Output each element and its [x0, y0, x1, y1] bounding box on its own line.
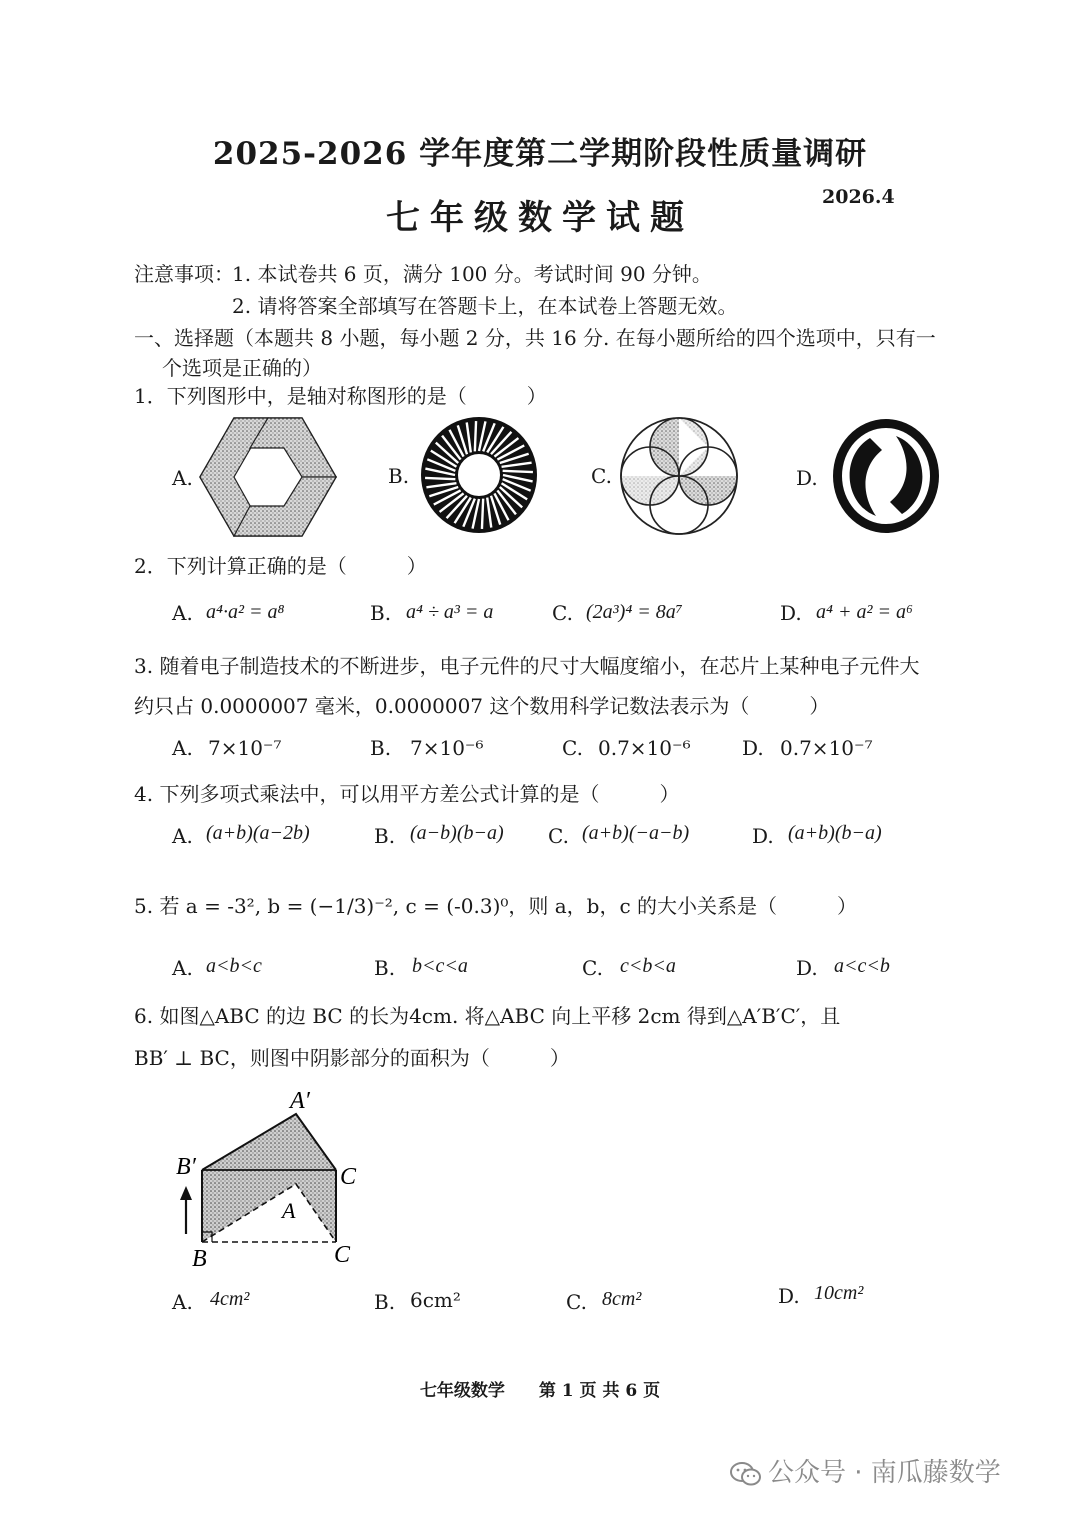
q3-label-d: D. [742, 736, 764, 760]
q6-label-a-opt: A. [172, 1290, 193, 1314]
page-footer: 七年级数学 第 1 页 共 6 页 [419, 1381, 661, 1401]
q2-option-c: (2a³)⁴ = 8a⁷ [586, 601, 683, 623]
q1-stem: 1．下列图形中，是轴对称图形的是（ ） [134, 384, 547, 408]
q6-option-a: 4cm² [210, 1288, 250, 1310]
q4-label-b: B. [374, 824, 396, 848]
notice-label: 注意事项： [134, 262, 234, 286]
q3-stem-line-1: 3. 随着电子制造技术的不断进步，电子元件的尺寸大幅度缩小，在芯片上某种电子元件大 [134, 654, 920, 678]
q1-label-a: A. [172, 466, 193, 490]
q6-option-c: 8cm² [602, 1288, 642, 1310]
q4-option-b: (a−b)(b−a) [410, 822, 504, 844]
q5-option-b: b<c<a [412, 955, 468, 977]
q6-label-a: A [282, 1198, 296, 1223]
watermark-text: 公众号 · 南瓜藤数学 [768, 1458, 1001, 1488]
q6-option-d: 10cm² [814, 1282, 864, 1304]
wechat-icon [730, 1461, 762, 1487]
q3-stem-line-2: 约只占 0.0000007 毫米，0.0000007 这个数用科学记数法表示为（ ） [134, 694, 830, 718]
ray-stripe [503, 471, 533, 472]
q3-label-b: B. [370, 736, 392, 760]
q2-label-c: C. [552, 601, 573, 625]
exam-date: 2026.4 [822, 186, 895, 208]
q1-label-d: D. [796, 466, 818, 490]
q3-option-b: 7×10⁻⁶ [410, 736, 484, 760]
ray-stripe [425, 478, 455, 479]
q6-stem-line-2: BB′ ⊥ BC，则图中阴影部分的面积为（ ） [134, 1046, 570, 1070]
q5-label-a: A. [172, 956, 193, 980]
q6-label-c-prime: C [340, 1164, 357, 1190]
q6-label-b: B [192, 1246, 207, 1272]
q6-label-d-opt: D. [778, 1284, 800, 1308]
watermark [730, 1452, 1001, 1489]
q4-option-c: (a+b)(−a−b) [582, 822, 690, 844]
q2-label-b: B. [370, 601, 392, 625]
q2-label-a: A. [172, 601, 193, 625]
ray-stripe [482, 499, 483, 529]
section-1-heading-cont: 个选项是正确的） [162, 356, 322, 380]
ray-stripe [475, 421, 476, 451]
q6-option-b: 6cm² [410, 1288, 461, 1312]
q1-label-c: C. [591, 464, 612, 488]
q2-stem: 2．下列计算正确的是（ ） [134, 554, 427, 578]
q3-option-a: 7×10⁻⁷ [208, 736, 282, 760]
q3-option-c: 0.7×10⁻⁶ [598, 736, 691, 760]
q3-label-a: A. [172, 736, 193, 760]
q4-label-a: A. [172, 824, 193, 848]
q4-option-a: (a+b)(a−2b) [206, 822, 310, 844]
q6-label-b-opt: B. [374, 1290, 396, 1314]
q4-label-c: C. [548, 824, 569, 848]
q1-figure-c-circles [617, 414, 741, 538]
q1-figure-d-swirl [830, 416, 942, 536]
q6-label-c: C [334, 1242, 351, 1268]
q5-option-d: a<c<b [834, 955, 890, 977]
q6-figure-translated-triangle [170, 1086, 370, 1272]
q2-label-d: D. [780, 601, 802, 625]
q1-figure-b-ring [418, 414, 540, 536]
exam-subtitle: 七年级数学试题 [386, 198, 694, 238]
q6-label-c-opt: C. [566, 1290, 587, 1314]
q4-stem: 4. 下列多项式乘法中，可以用平方差公式计算的是（ ） [134, 782, 680, 806]
q2-option-d: a⁴ + a² = a⁶ [816, 601, 913, 623]
q3-label-c: C. [562, 736, 583, 760]
section-1-heading: 一、选择题（本题共 8 小题，每小题 2 分，共 16 分. 在每小题所给的四个选项中，只有一 [134, 326, 936, 350]
q1-figure-a-hexagon [198, 414, 338, 540]
q5-option-c: c<b<a [620, 955, 676, 977]
q4-option-d: (a+b)(b−a) [788, 822, 882, 844]
q3-option-d: 0.7×10⁻⁷ [780, 736, 873, 760]
q4-label-d: D. [752, 824, 774, 848]
q6-stem-line-1: 6. 如图△ABC 的边 BC 的长为4cm. 将△ABC 向上平移 2cm 得到△A′B′C′，且 [134, 1004, 841, 1028]
q6-label-b-prime: B′ [176, 1154, 196, 1180]
notice-item-1: 1. 本试卷共 6 页，满分 100 分。考试时间 90 分钟。 [232, 262, 712, 286]
notice-item-2: 2. 请将答案全部填写在答题卡上，在本试卷上答题无效。 [232, 294, 738, 318]
q5-option-a: a<b<c [206, 955, 262, 977]
q6-label-a-prime: A′ [290, 1088, 310, 1114]
q2-option-a: a⁴·a² = a⁸ [206, 601, 285, 623]
q5-label-b: B. [374, 956, 396, 980]
exam-title: 2025-2026 学年度第二学期阶段性质量调研 [212, 136, 868, 172]
q5-label-d: D. [796, 956, 818, 980]
q2-option-b: a⁴ ÷ a³ = a [406, 601, 494, 623]
q5-label-c: C. [582, 956, 603, 980]
q5-stem: 5. 若 a = -3², b = (−1/3)⁻², c = (-0.3)⁰，则 a，b，c 的大小关系是（ ） [134, 894, 858, 918]
q1-label-b: B. [388, 464, 410, 488]
